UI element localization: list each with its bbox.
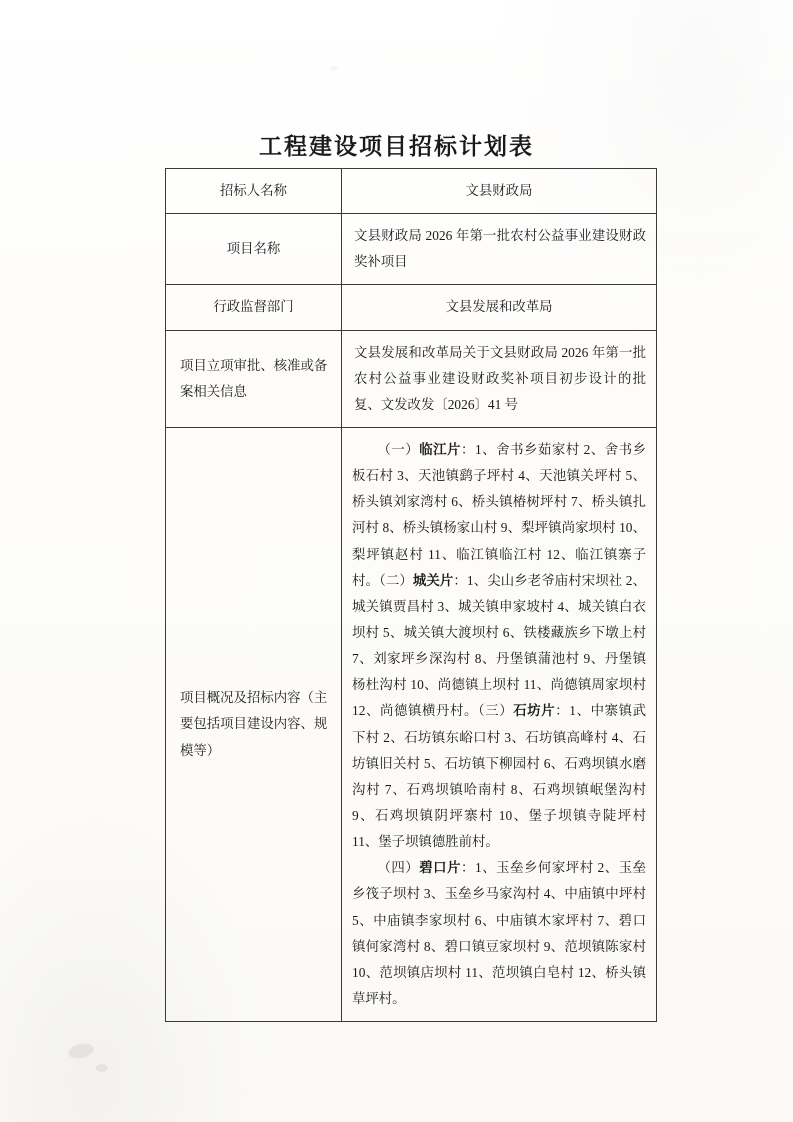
scope-text: ：1、中寨镇武下村 2、石坊镇东峪口村 3、石坊镇高峰村 4、石坊镇旧关村 5、石坊镇下柳园村 6、石鸡坝镇水磨沟村 7、石鸡坝镇哈南村 8、石鸡坝镇岷堡沟村 9、石鸡坝镇阴坪寨村 10、堡子坝镇寺陡坪村 11、堡子坝镇德胜前村。 (352, 703, 646, 850)
table-row (166, 169, 657, 214)
row-value-project-name (342, 214, 657, 285)
scope-text: ：1、舍书乡茹家村 2、舍书乡板石村 3、天池镇鹞子坪村 4、天池镇关坪村 5、桥头镇刘家湾村 6、桥头镇椿树坪村 7、桥头镇扎河村 8、桥头镇杨家山村 9、梨坪镇尚家坝村 10、梨坪镇赵村 11、临江镇临江村 12、临江镇寨子村。（二） (352, 441, 647, 588)
approval-label-text: 项目立项审批、核准或备案相关信息 (180, 357, 328, 399)
project-scope-body (352, 437, 646, 1012)
row-value-project-scope (342, 427, 657, 1021)
scope-text: ：1、玉垒乡何家坪村 2、玉垒乡筏子坝村 3、玉垒乡马家沟村 4、中庙镇中坪村 5、中庙镇李家坝村 6、中庙镇木家坪村 7、碧口镇何家湾村 8、碧口镇豆家坝村 9、范坝镇陈家村 10、范坝镇店坝村 11、范坝镇白皂村 12、桥头镇草坪村。 (352, 860, 647, 1006)
table-row (166, 330, 657, 427)
bidding-plan-table (165, 168, 657, 1022)
page-title: 工程建设项目招标计划表 (259, 133, 534, 160)
table-row (166, 427, 657, 1021)
row-label-supervisor: 行政监督部门 (166, 285, 342, 330)
scan-artifact (96, 1064, 108, 1072)
scan-artifact (330, 66, 338, 71)
scope-text: ：1、尖山乡老爷庙村宋坝社 2、城关镇贾昌村 3、城关镇申家坡村 4、城关镇白衣坝村 5、城关镇大渡坝村 6、铁楼藏族乡下墩上村 7、刘家坪乡深沟村 8、丹堡镇蒲池村 9、丹堡镇杨杜沟村 10、尚德镇上坝村 11、尚德镇周家坝村 12、尚德镇横丹村。（三） (352, 572, 646, 719)
row-label-project-name: 项目名称 (166, 214, 342, 285)
scope-paragraph (352, 855, 646, 1012)
project-name-text: 文县财政局 2026 年第一批农村公益事业建设财政奖补项目 (354, 228, 646, 270)
scan-artifact (67, 1041, 95, 1060)
row-value-supervisor: 文县发展和改革局 (342, 285, 657, 330)
table-row (166, 285, 657, 330)
row-label-project-scope (166, 427, 342, 1021)
row-label-approval-info (166, 330, 342, 427)
scope-paragraph (352, 437, 646, 855)
region-heading: 碧口片 (419, 860, 462, 876)
row-label-bidder-name: 招标人名称 (166, 169, 342, 214)
region-heading: 石坊片 (513, 703, 556, 719)
region-heading: 城关片 (412, 572, 454, 588)
scope-text: （一） (377, 441, 420, 457)
row-value-approval-info (342, 330, 657, 427)
scope-text: （四） (377, 860, 420, 876)
region-heading: 临江片 (419, 441, 462, 457)
row-value-bidder-name: 文县财政局 (342, 169, 657, 214)
table-row (166, 214, 657, 285)
approval-info-text: 文县发展和改革局关于文县财政局 2026 年第一批农村公益事业建设财政奖补项目初步设计的批复、文发改发〔2026〕41 号 (354, 344, 646, 412)
project-scope-label-text: 项目概况及招标内容（主要包括项目建设内容、规模等） (180, 690, 328, 758)
